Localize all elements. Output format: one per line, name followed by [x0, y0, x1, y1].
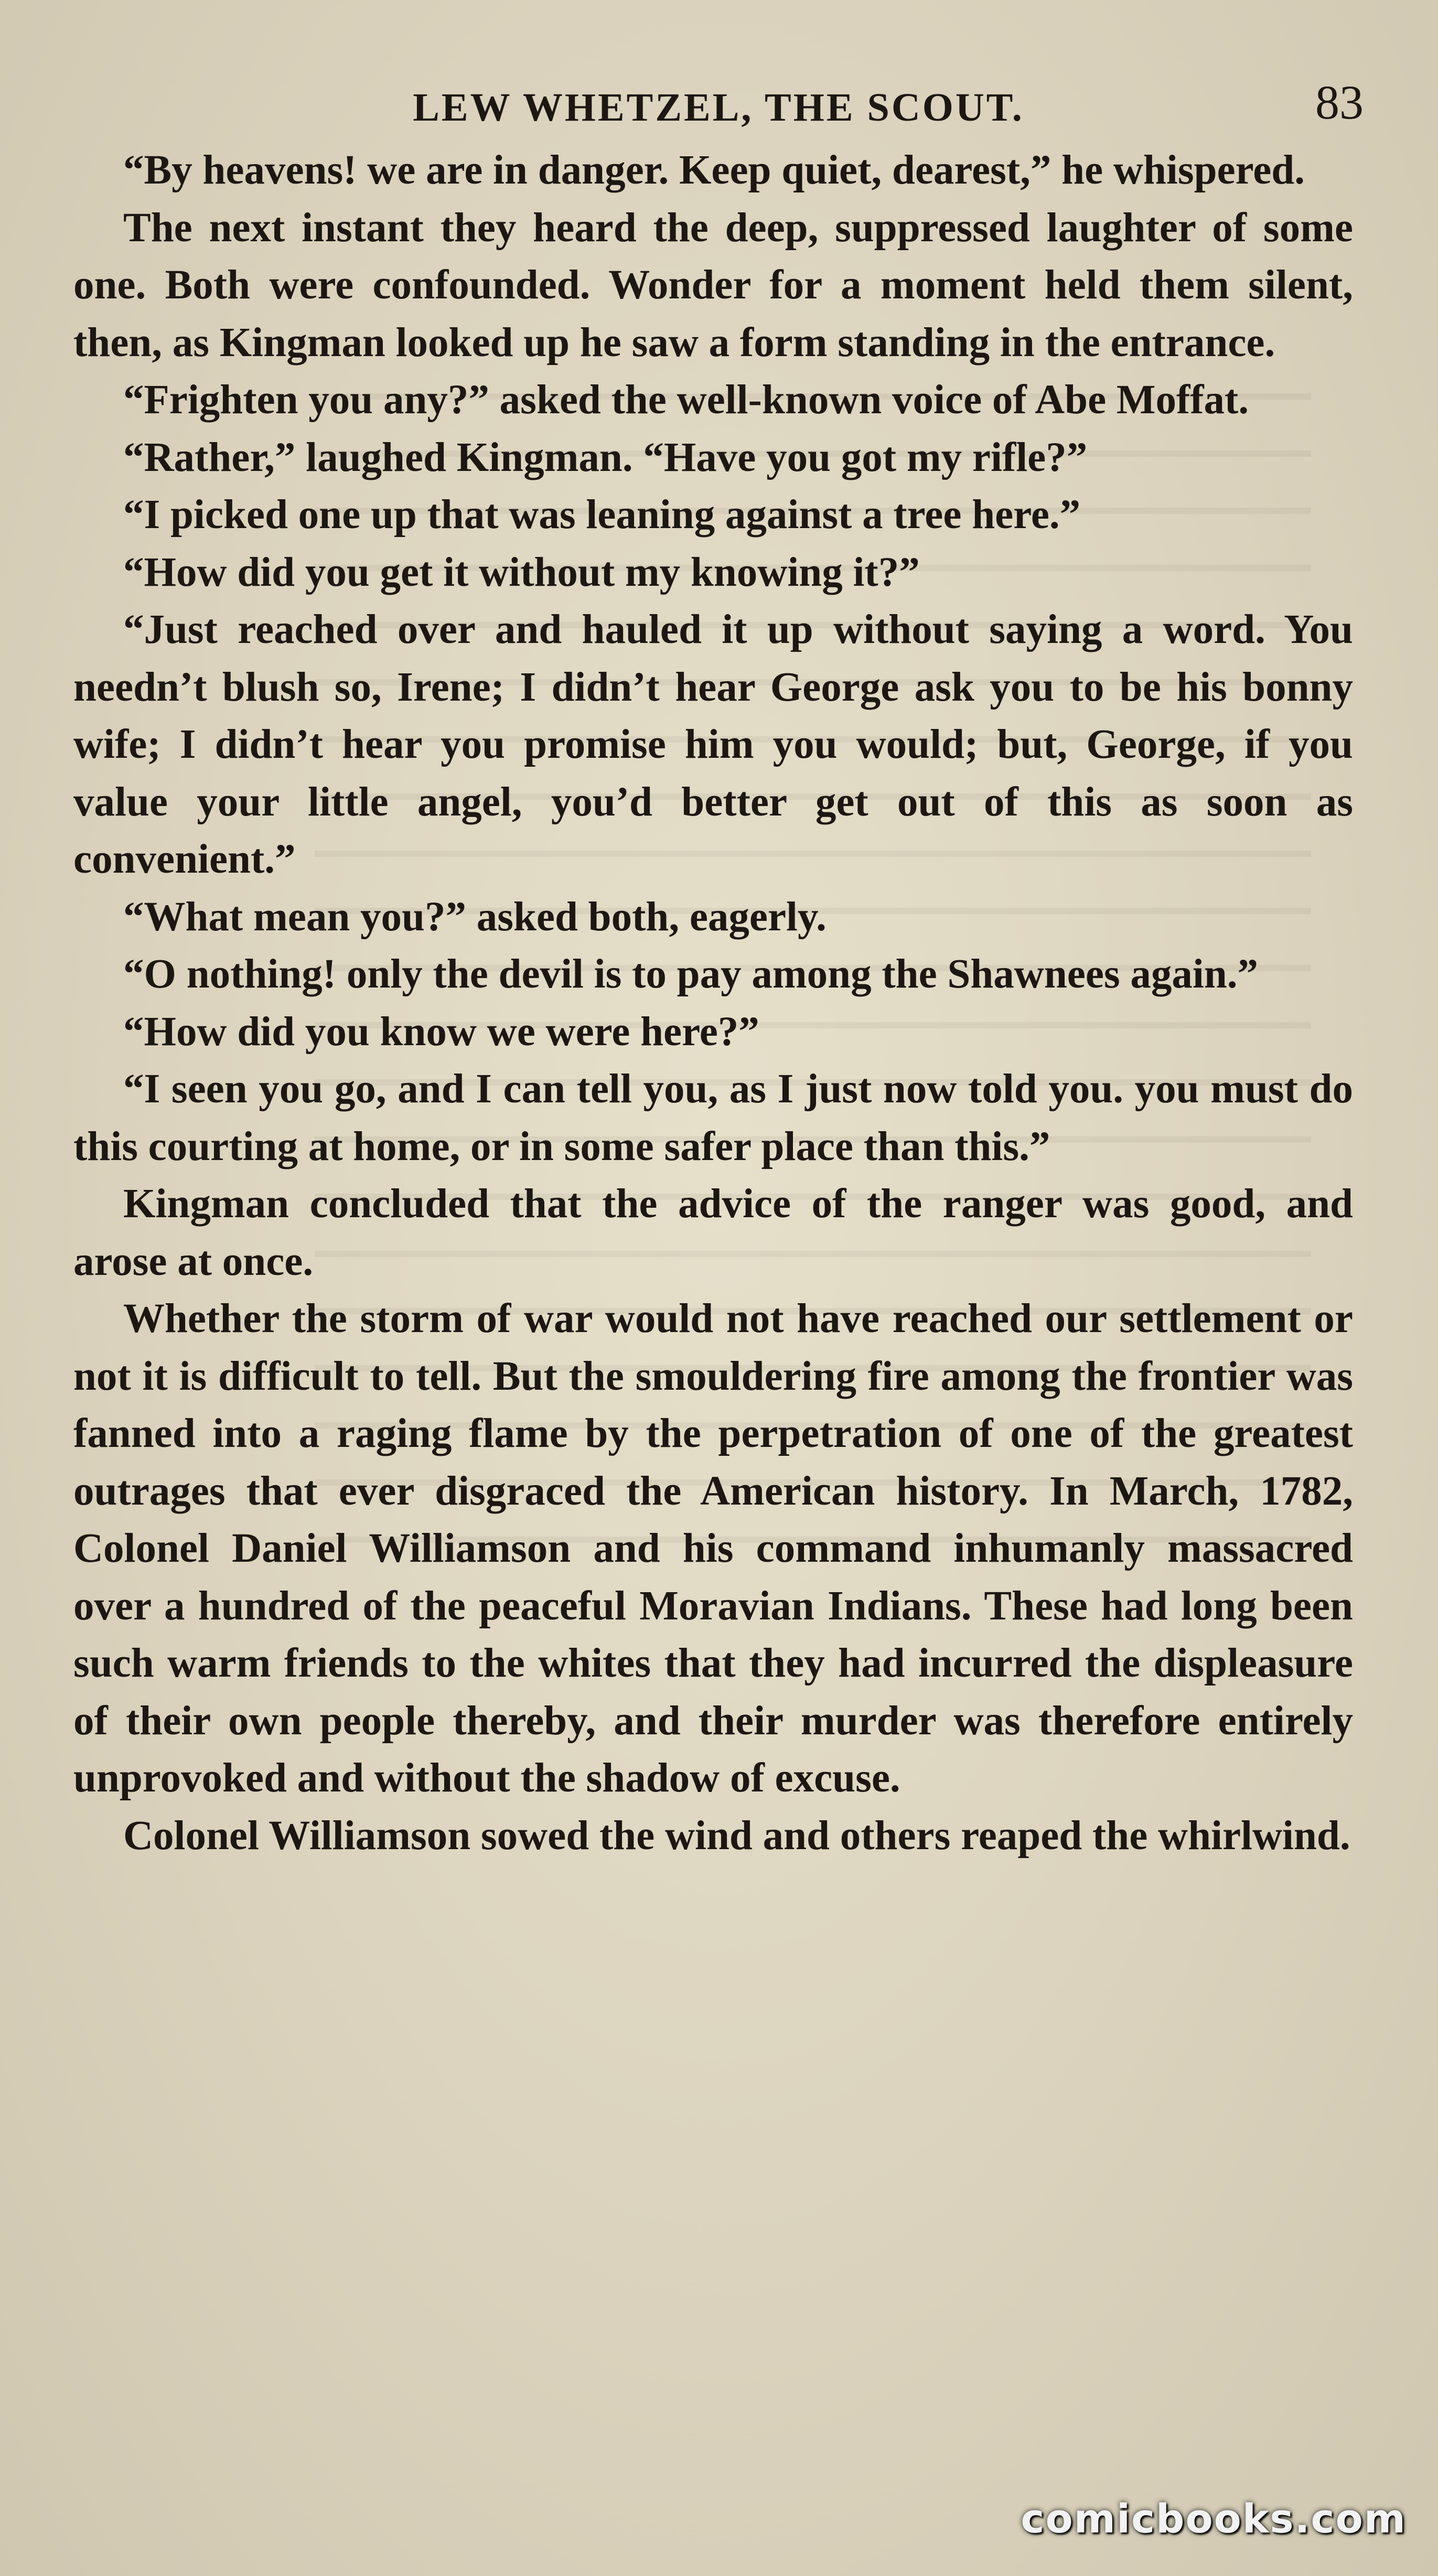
paragraph: Kingman concluded that the advice of the ranger was good, and arose at once. [73, 1181, 1353, 1284]
paragraph: “How did you get it without my knowing it?” [123, 549, 920, 595]
paragraph: “Just reached over and hauled it up without saying a word. You needn’t blush so, Irene; I didn’t hear George ask you to be his bonny wife; I didn’t hear you promise him you would; but, George, if you value your little angel, you’d better get out of this as soon as convenient.” [73, 607, 1353, 882]
paragraph: “O nothing! only the devil is to pay among the Shawnees again.” [123, 951, 1259, 997]
paragraph: “I seen you go, and I can tell you, as I just now told you. you must do this courting at home, or in some safer place than this.” [73, 1066, 1353, 1169]
page-text [73, 142, 1353, 1864]
watermark: comicbooks.com [1021, 2495, 1407, 2542]
paragraph: “Frighten you any?” asked the well-known voice of Abe Moffat. [123, 377, 1249, 423]
paragraph: “I picked one up that was leaning against a tree here.” [123, 492, 1081, 538]
running-title: LEW WHETZEL, THE SCOUT. [413, 85, 1024, 130]
paragraph: Colonel Williamson sowed the wind and others reaped the whirlwind. [123, 1812, 1350, 1859]
page-number: 83 [1315, 76, 1364, 129]
paragraph: The next instant they heard the deep, suppressed laughter of some one. Both were confounded. Wonder for a moment held them silent, then, as Kingman looked up he saw a form standing in the entrance. [73, 205, 1353, 366]
paragraph: “Rather,” laughed Kingman. “Have you got my rifle?” [123, 434, 1088, 480]
paragraph: Whether the storm of war would not have reached our settlement or not it is difficult to tell. But the smouldering fire among the frontier was fanned into a raging flame by the perpetration of one of the greatest outrages that ever disgraced the American history. In March, 1782, Colonel Daniel Williamson and his command inhumanly massacred over a hundred of the peaceful Moravian Indians. These had long been such warm friends to the whites that they had incurred the displeasure of their own people thereby, and their murder was therefore entirely unprovoked and without the shadow of excuse. [73, 1296, 1353, 1801]
running-head [73, 76, 1364, 136]
paragraph: “What mean you?” asked both, eagerly. [123, 894, 827, 940]
paragraph: “By heavens! we are in danger. Keep quiet, dearest,” he whispered. [123, 147, 1305, 193]
paragraph: “How did you know we were here?” [123, 1008, 759, 1055]
